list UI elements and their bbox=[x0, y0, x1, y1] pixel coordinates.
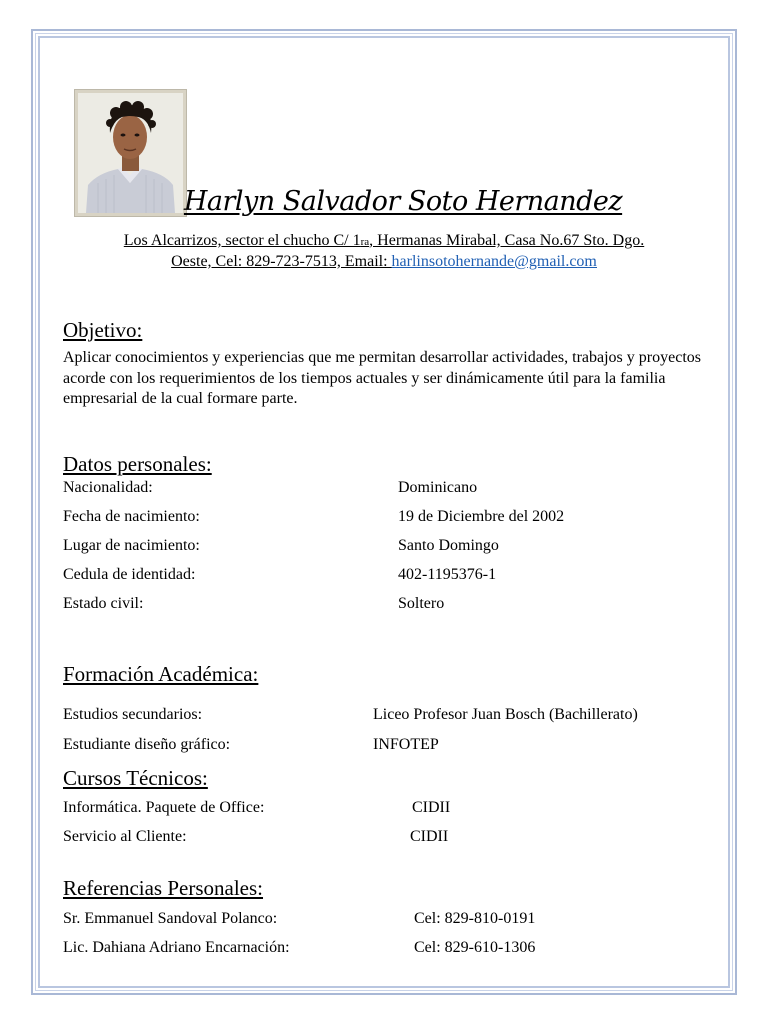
referencia-label-2: Lic. Dahiana Adriano Encarnación: bbox=[63, 939, 290, 956]
datos-value-fecha: 19 de Diciembre del 2002 bbox=[398, 508, 565, 525]
cursos-value-office: CIDII bbox=[412, 799, 451, 816]
cursos-value-servicio: CIDII bbox=[410, 828, 449, 845]
objetivo-text: Aplicar conocimientos y experiencias que me permitan desarrollar actividades, trabajos y proyectos acorde con los requerimientos de los tiempos actuales y ser dinámicamente útil para la familia empresarial de la cual formare parte. bbox=[63, 349, 701, 407]
cursos-label-office: Informática. Paquete de Office: bbox=[63, 799, 265, 816]
referencia-label-1: Sr. Emmanuel Sandoval Polanco: bbox=[63, 910, 278, 927]
section-title-objetivo: Objetivo: bbox=[63, 318, 143, 342]
datos-label-fecha: Fecha de nacimiento: bbox=[63, 508, 200, 525]
email-link[interactable]: harlinsotohernande@gmail.com bbox=[391, 253, 597, 270]
formacion-value-secundarios: Liceo Profesor Juan Bosch (Bachillerato) bbox=[373, 706, 638, 723]
datos-label-estado-civil: Estado civil: bbox=[63, 595, 144, 612]
candidate-name: Harlyn Salvador Soto Hernandez bbox=[183, 186, 623, 217]
formacion-label-diseno: Estudiante diseño gráfico: bbox=[63, 736, 231, 753]
datos-value-nacionalidad: Dominicano bbox=[398, 479, 478, 496]
address-line-1: Los Alcarrizos, sector el chucho C/ 1ra, Hermanas Mirabal, Casa No.67 Sto. Dgo. bbox=[123, 232, 645, 249]
datos-value-estado-civil: Soltero bbox=[398, 595, 445, 612]
datos-label-lugar: Lugar de nacimiento: bbox=[63, 537, 200, 554]
section-title-datos-personales: Datos personales: bbox=[63, 452, 212, 476]
cursos-label-servicio: Servicio al Cliente: bbox=[63, 828, 187, 845]
address-line-2: Oeste, Cel: 829-723-7513, Email: harlinsotohernande@gmail.com bbox=[171, 253, 597, 270]
formacion-value-diseno: INFOTEP bbox=[373, 736, 439, 753]
section-title-cursos: Cursos Técnicos: bbox=[63, 766, 208, 790]
section-title-formacion: Formación Académica: bbox=[63, 662, 259, 686]
referencia-value-1: Cel: 829-810-0191 bbox=[414, 910, 536, 927]
datos-value-lugar: Santo Domingo bbox=[398, 537, 499, 554]
section-title-referencias: Referencias Personales: bbox=[63, 876, 264, 900]
referencia-value-2: Cel: 829-610-1306 bbox=[414, 939, 536, 956]
datos-label-nacionalidad: Nacionalidad: bbox=[63, 479, 153, 496]
formacion-label-secundarios: Estudios secundarios: bbox=[63, 706, 203, 723]
datos-value-cedula: 402-1195376-1 bbox=[398, 566, 497, 583]
datos-label-cedula: Cedula de identidad: bbox=[63, 566, 196, 583]
